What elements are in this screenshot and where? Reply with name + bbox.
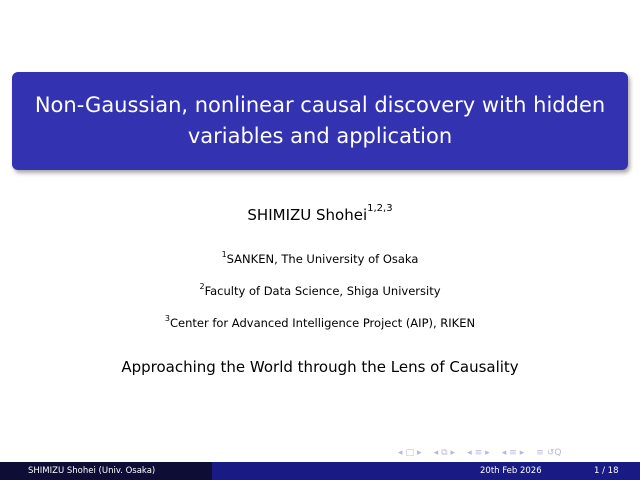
author-affiliation-marks: 1,2,3: [367, 203, 393, 214]
affiliation-3: [0, 316, 640, 330]
arrow-left-icon[interactable]: ◂: [433, 448, 439, 458]
footer-date: 20th Feb 2026: [480, 466, 542, 476]
arrow-right-icon[interactable]: ▸: [485, 448, 490, 458]
arrow-right-icon[interactable]: ▸: [519, 448, 525, 458]
arrow-left-icon[interactable]: ◂: [467, 448, 472, 458]
footer-author-institution: SHIMIZU Shohei (Univ. Osaka): [28, 466, 156, 476]
slide-title-line-2: variables and application: [187, 124, 453, 148]
affiliation-2: [0, 284, 640, 298]
subsection-icon[interactable]: ≡: [509, 448, 517, 458]
search-icon[interactable]: ↺Q: [546, 448, 562, 458]
arrow-right-icon[interactable]: ▸: [450, 448, 456, 458]
affiliation-mark: 3: [164, 314, 170, 323]
slide-icon[interactable]: □: [405, 448, 415, 458]
event-name: Approaching the World through the Lens of Causality: [121, 358, 519, 376]
title-box: [12, 72, 628, 170]
arrow-left-icon[interactable]: ◂: [501, 448, 507, 458]
frame-icon[interactable]: ⧉: [441, 448, 448, 458]
align-icon[interactable]: ≡: [536, 448, 544, 458]
section-icon[interactable]: ≡: [474, 448, 483, 458]
footer: [0, 462, 640, 480]
affiliation-text: SANKEN, The University of Osaka: [226, 252, 419, 266]
affiliation-mark: 1: [221, 250, 227, 259]
affiliation-mark: 2: [199, 282, 205, 291]
affiliation-1: [0, 252, 640, 266]
author-name: SHIMIZU Shohei: [247, 206, 368, 224]
navigation-symbols: [398, 446, 561, 460]
affiliation-text: Center for Advanced Intelligence Project (AIP), RIKEN: [169, 316, 476, 330]
author: [0, 203, 640, 224]
affiliation-text: Faculty of Data Science, Shiga University: [204, 284, 441, 298]
footer-page-number: 1 / 18: [594, 466, 619, 476]
footer-author-panel: [0, 462, 212, 480]
arrow-right-icon[interactable]: ▸: [417, 448, 422, 458]
slide-title-line-1: Non-Gaussian, nonlinear causal discovery with hidden: [34, 93, 606, 117]
footer-info-panel: [212, 462, 640, 480]
arrow-left-icon[interactable]: ◂: [398, 448, 403, 458]
